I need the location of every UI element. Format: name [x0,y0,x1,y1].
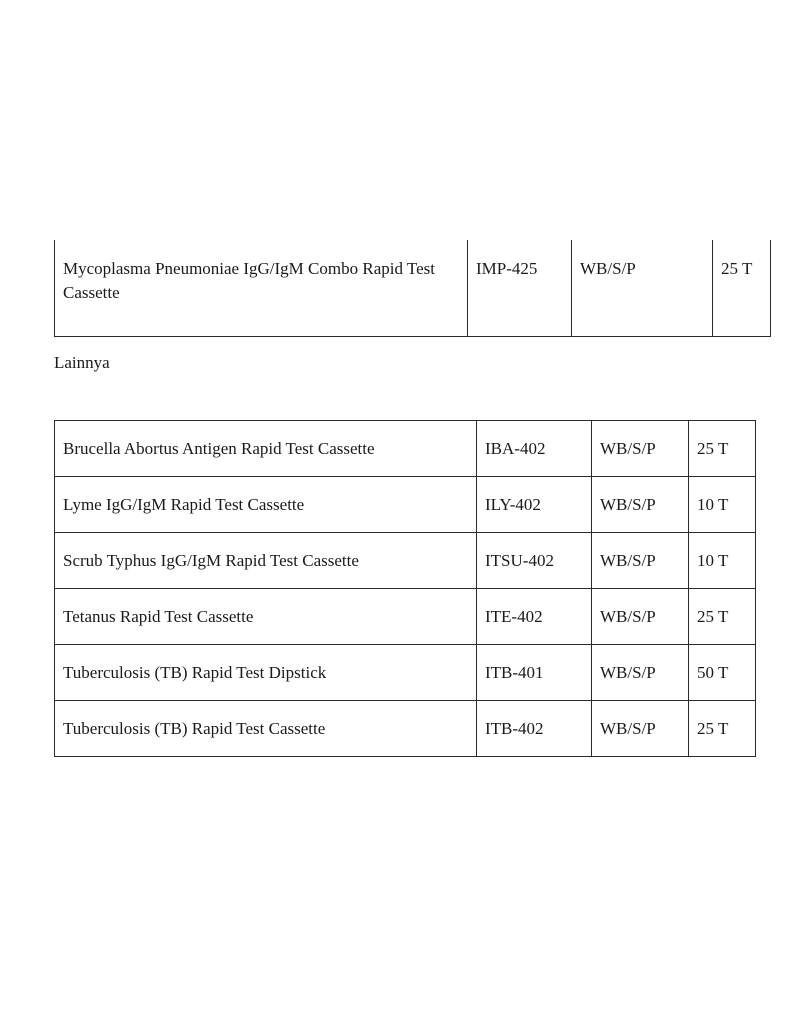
other-products-table [54,420,756,757]
table-row [55,421,756,477]
specimen-cell: WB/S/P [592,421,689,477]
specimen-cell: WB/S/P [592,701,689,757]
product-code-cell: ITB-401 [477,645,592,701]
table-row [55,533,756,589]
table-row [55,240,771,337]
product-table-continued [54,240,771,337]
pack-size-cell: 10 T [689,533,756,589]
table-row [55,701,756,757]
product-name-cell: Mycoplasma Pneumoniae IgG/IgM Combo Rapid Test Cassette [55,240,468,337]
pack-size-cell: 25 T [689,701,756,757]
pack-size-cell: 25 T [713,240,771,337]
product-code-cell: ILY-402 [477,477,592,533]
table-row [55,477,756,533]
product-name-cell: Tuberculosis (TB) Rapid Test Dipstick [55,645,477,701]
product-code-cell: IMP-425 [468,240,572,337]
product-name-cell: Tuberculosis (TB) Rapid Test Cassette [55,701,477,757]
section-heading: Lainnya [54,353,110,372]
product-name-cell: Brucella Abortus Antigen Rapid Test Cassette [55,421,477,477]
product-code-cell: ITSU-402 [477,533,592,589]
specimen-cell: WB/S/P [592,533,689,589]
specimen-cell: WB/S/P [592,645,689,701]
product-code-cell: ITB-402 [477,701,592,757]
product-name-cell: Lyme IgG/IgM Rapid Test Cassette [55,477,477,533]
pack-size-cell: 25 T [689,421,756,477]
pack-size-cell: 10 T [689,477,756,533]
product-code-cell: ITE-402 [477,589,592,645]
pack-size-cell: 50 T [689,645,756,701]
specimen-cell: WB/S/P [592,477,689,533]
product-code-cell: IBA-402 [477,421,592,477]
product-name-cell: Scrub Typhus IgG/IgM Rapid Test Cassette [55,533,477,589]
pack-size-cell: 25 T [689,589,756,645]
product-name-cell: Tetanus Rapid Test Cassette [55,589,477,645]
specimen-cell: WB/S/P [592,589,689,645]
specimen-cell: WB/S/P [572,240,713,337]
table-row [55,589,756,645]
table-row [55,645,756,701]
